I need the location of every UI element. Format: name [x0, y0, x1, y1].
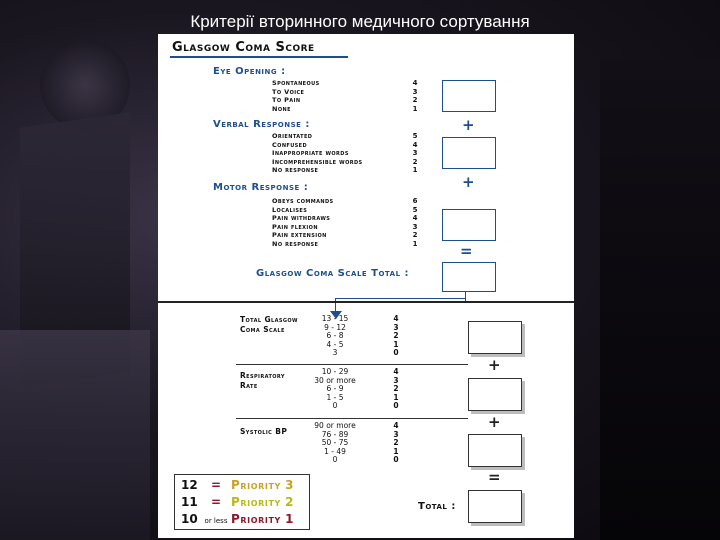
- range: 1 - 5: [326, 392, 344, 402]
- motor-option: Pain extension: [272, 231, 327, 240]
- score: 1: [393, 446, 399, 456]
- rr-score-input[interactable]: [468, 378, 522, 411]
- score: 4: [412, 140, 418, 149]
- rr-ranges: [312, 368, 358, 411]
- score: 4: [393, 314, 399, 323]
- priority-level: 1: [285, 512, 294, 526]
- eye-option: Spontaneous: [272, 79, 320, 87]
- range: 50 - 75: [321, 438, 349, 447]
- score: 5: [412, 205, 418, 214]
- score: 6: [412, 197, 418, 205]
- score: 1: [412, 239, 418, 248]
- score: 0: [393, 401, 399, 410]
- sbp-ranges: [312, 422, 358, 465]
- score: 5: [412, 132, 418, 140]
- priority-word: Priority: [231, 478, 281, 492]
- score: 1: [393, 339, 399, 349]
- eye-opening-label: Eye Opening :: [213, 66, 286, 77]
- range: 0: [332, 455, 338, 464]
- priority-level: 3: [285, 478, 294, 492]
- priority-row: [181, 495, 293, 509]
- eye-opening-list: [272, 79, 320, 113]
- motor-scores: [410, 197, 420, 249]
- rr-label-line2: Rate: [240, 381, 258, 390]
- priority-row: [181, 512, 293, 526]
- score: 3: [393, 322, 399, 332]
- score: 2: [393, 331, 399, 340]
- tgcs-score-input[interactable]: [468, 321, 522, 354]
- verbal-option: Inappropriate words: [272, 149, 349, 158]
- range: 3: [332, 348, 338, 357]
- range: 0: [332, 401, 338, 410]
- gcs-total-input[interactable]: [442, 262, 496, 292]
- range: 6 - 9: [326, 384, 344, 393]
- eye-option: To Voice: [272, 87, 305, 96]
- score: 4: [412, 79, 418, 87]
- equals-sign: =: [460, 242, 473, 260]
- rr-label-line1: Respiratory: [240, 371, 285, 380]
- score: 4: [393, 367, 399, 376]
- priority-row: [181, 478, 293, 492]
- triage-document: [158, 34, 574, 538]
- range: 30 or more: [314, 375, 356, 385]
- score: 2: [412, 231, 418, 240]
- range: 76 - 89: [321, 429, 349, 439]
- eye-scores: [410, 79, 420, 113]
- rr-label: [240, 371, 285, 391]
- tgcs-label-line1: Total Glasgow: [240, 315, 298, 324]
- tgcs-label-line2: Coma Scale: [240, 325, 285, 334]
- gcs-title: Glasgow Coma Score: [172, 40, 315, 55]
- score: 1: [412, 166, 418, 175]
- plus-sign: +: [462, 116, 475, 134]
- motor-score-input[interactable]: [442, 209, 496, 241]
- score: 4: [393, 421, 399, 430]
- verbal-scores: [410, 132, 420, 175]
- title-underline: [170, 56, 348, 58]
- rr-scores: [391, 368, 401, 411]
- background-shape: [600, 60, 720, 540]
- score: 0: [393, 455, 399, 464]
- triage-total-label: Total :: [418, 501, 456, 512]
- motor-option: Localises: [272, 205, 308, 214]
- plus-sign: +: [462, 173, 475, 191]
- score: 0: [393, 348, 399, 357]
- tgcs-label: [240, 315, 298, 335]
- row-divider: [236, 418, 468, 419]
- row-divider: [236, 364, 468, 365]
- motor-option: Obeys commands: [272, 197, 334, 205]
- connector-line: [336, 298, 466, 299]
- motor-response-list: [272, 197, 334, 249]
- tgcs-ranges: [312, 315, 358, 358]
- score: 1: [412, 104, 418, 113]
- score: 4: [412, 214, 418, 223]
- range: 6 - 8: [326, 331, 344, 340]
- eye-score-input[interactable]: [442, 80, 496, 112]
- score: 1: [393, 392, 399, 402]
- connector-line: [465, 292, 466, 301]
- verbal-option: Orientated: [272, 132, 313, 140]
- priority-separator: or less: [204, 517, 228, 525]
- sbp-label: Systolic BP: [240, 427, 288, 436]
- priority-score: 10: [181, 512, 198, 526]
- eye-option: None: [272, 104, 291, 113]
- motor-option: Pain flexion: [272, 222, 318, 231]
- verbal-response-list: [272, 132, 363, 175]
- score: 3: [412, 87, 418, 96]
- verbal-option: No response: [272, 166, 319, 175]
- plus-sign: +: [488, 356, 501, 374]
- priority-separator: =: [210, 495, 222, 509]
- plus-sign: +: [488, 413, 501, 431]
- priority-level: 2: [285, 495, 294, 509]
- range: 1 - 49: [324, 446, 346, 456]
- score: 3: [393, 429, 399, 439]
- score: 2: [412, 96, 418, 105]
- background-shape: [0, 330, 150, 540]
- verbal-option: Incomprehensible words: [272, 157, 363, 166]
- score: 2: [412, 157, 418, 166]
- range: 9 - 12: [324, 322, 346, 332]
- range: 90 or more: [314, 421, 356, 430]
- score: 3: [412, 222, 418, 231]
- sbp-score-input[interactable]: [468, 434, 522, 467]
- motor-option: No response: [272, 239, 319, 248]
- score: 2: [393, 384, 399, 393]
- range: 10 - 29: [321, 367, 349, 376]
- priority-score: 11: [181, 495, 198, 509]
- equals-sign: =: [488, 468, 501, 486]
- score: 3: [393, 375, 399, 385]
- section-divider: [158, 301, 574, 303]
- priority-score: 12: [181, 478, 198, 492]
- motor-option: Pain withdraws: [272, 214, 331, 223]
- slide-title: Критерії вторинного медичного сортування: [190, 12, 530, 31]
- priority-legend: [174, 474, 310, 530]
- verbal-score-input[interactable]: [442, 137, 496, 169]
- priority-word: Priority: [231, 495, 281, 509]
- gcs-total-label: Glasgow Coma Scale Total :: [256, 268, 410, 279]
- range: 13 - 15: [321, 314, 349, 323]
- sbp-scores: [391, 422, 401, 465]
- motor-response-label: Motor Response :: [213, 182, 309, 193]
- score: 3: [412, 149, 418, 158]
- score: 2: [393, 438, 399, 447]
- tgcs-scores: [391, 315, 401, 358]
- priority-separator: =: [210, 478, 222, 492]
- priority-word: Priority: [231, 512, 281, 526]
- verbal-option: Confused: [272, 140, 308, 149]
- eye-option: To Pain: [272, 96, 301, 105]
- range: 4 - 5: [326, 339, 344, 349]
- verbal-response-label: Verbal Response :: [213, 119, 310, 130]
- triage-total-input[interactable]: [468, 490, 522, 523]
